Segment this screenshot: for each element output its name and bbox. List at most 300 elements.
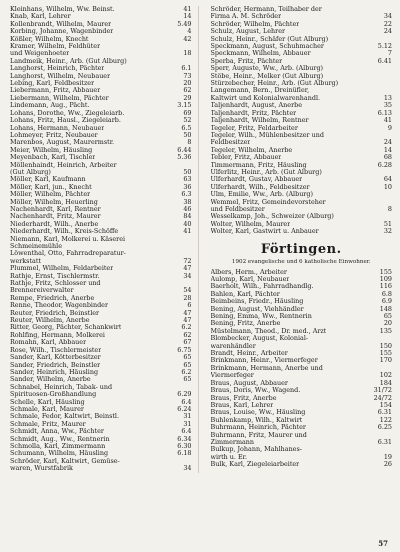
- directory-entry: [211, 184, 393, 191]
- directory-entry: [10, 302, 192, 309]
- entry-number: 19: [383, 452, 392, 461]
- entry-number: 6.18: [177, 449, 192, 458]
- entry-number: 6.75: [177, 345, 192, 354]
- entry-text: Schelle, Karl, Häusling: [10, 398, 85, 406]
- directory-entry: [10, 421, 192, 428]
- entry-number: 50: [183, 167, 192, 176]
- entry-number: 13: [383, 93, 392, 102]
- entry-number: 65: [183, 360, 192, 369]
- directory-entry: [10, 376, 192, 383]
- directory-entry: [211, 6, 393, 13]
- entry-text: Taljenhardt, Fritz, Pächter: [210, 109, 297, 117]
- entry-number: 150: [379, 341, 392, 350]
- entry-text: Braus, Doris, Ww., Wagend.: [210, 387, 301, 395]
- entry-text: Brandt, Heinr., Arbeiter: [210, 350, 288, 358]
- directory-entry: [10, 458, 192, 465]
- entry-text: Lohans, Dorothe, Ww., Ziegeleiarb.: [10, 109, 125, 117]
- entry-text: Bening, Emma, Ww., Rentnerin: [210, 313, 312, 321]
- entry-text: Löwenthal, Otto, Fahrradreparatur-: [10, 250, 126, 258]
- entry-number: 52: [183, 116, 192, 125]
- entry-text: Kaltwirt und Kolonialwarenhandl.: [210, 94, 321, 102]
- entry-text: wirth u. Er.: [210, 453, 248, 461]
- entry-text: Rempe, Friedrich, Anerbe: [10, 294, 95, 302]
- directory-entry: [10, 191, 192, 198]
- entry-number: 6.1: [181, 64, 192, 73]
- entry-text: Möller, Karl, jun., Knecht: [10, 183, 92, 191]
- left-column: [10, 6, 199, 473]
- directory-entry: [10, 347, 192, 354]
- entry-text: Rathje, Ernst, Tischlermstr.: [10, 272, 100, 280]
- entry-text: Langemann, Bern., Dreinüfler,: [210, 87, 310, 95]
- entry-number: 34: [383, 12, 392, 21]
- entry-text: werkstatt: [10, 257, 41, 265]
- entry-text: Möllenhaindt, Heinrich, Arbeiter: [10, 161, 117, 169]
- entry-text: Niederhardt, Wilh., Kreis-Schöffe: [10, 228, 119, 236]
- entry-number: 31/72: [373, 386, 392, 395]
- directory-entry: [10, 80, 192, 87]
- directory-entry: [211, 139, 393, 146]
- entry-number: 26: [383, 460, 392, 469]
- directory-entry: [211, 269, 393, 276]
- entry-number: 47: [183, 264, 192, 273]
- entry-number: 46: [183, 204, 192, 213]
- entry-text: Speckmann, August, Schuhmacher: [210, 43, 324, 51]
- entry-text: Niederhardt, Wilh., Anerbe: [10, 220, 99, 228]
- entry-text: Taljenhardt, Wilhelm, Rentner: [210, 117, 309, 125]
- entry-text: Tegeler, Wilhelm, Anerbe: [210, 146, 293, 154]
- entry-text: Beimbeins, Friedr., Häusling: [210, 298, 304, 306]
- directory-entry: [10, 102, 192, 109]
- directory-entry: [211, 387, 393, 394]
- entry-number: 20: [183, 79, 192, 88]
- entry-text: Reuter, Friedrich, Beinstler: [10, 309, 100, 317]
- entry-text: Möller, Wilhelm, Pächter: [10, 191, 91, 199]
- entry-text: Schröder, Wilhelm, Pächter: [210, 20, 300, 28]
- entry-text: Braus, Louise, Ww., Häusling: [210, 409, 306, 417]
- directory-entry: [211, 446, 393, 453]
- entry-text: Lohmeyer, Fritz, Neubauer: [10, 131, 98, 139]
- directory-entry: [211, 291, 393, 298]
- section-title: Förtingen.: [260, 241, 342, 257]
- directory-entry: [211, 228, 393, 235]
- entry-text: Braus, Karl, Lehrer: [210, 401, 274, 409]
- entry-number: 41: [183, 227, 192, 236]
- directory-entry: [10, 250, 192, 257]
- directory-entry: [211, 432, 393, 439]
- entry-text: Tegeler, Wilh., Mühlenbesitzer und: [210, 131, 324, 139]
- entry-number: 135: [379, 326, 392, 335]
- directory-entry: [10, 213, 192, 220]
- entry-number: 4: [187, 27, 192, 36]
- entry-number: 24/72: [373, 393, 392, 402]
- entry-text: Schmeinemühle: [10, 243, 62, 250]
- entry-number: 65: [183, 353, 192, 362]
- directory-entry: [211, 87, 393, 94]
- entry-text: Tebler, Fritz, Abbauer: [210, 154, 282, 162]
- entry-number: 5.49: [177, 19, 192, 28]
- entry-text: Brinkmann, Heinr., Viermerfeger: [210, 357, 318, 365]
- directory-entry: [10, 436, 192, 443]
- entry-text: Brennereiverwalter: [10, 287, 74, 295]
- entry-text: Ulferlitz, Heinr., Arb. (Gut Alburg): [210, 168, 322, 176]
- directory-entry: [10, 21, 192, 28]
- directory-entry: [211, 162, 393, 169]
- entry-text: Viermerfeger: [210, 372, 254, 380]
- entry-text: Möller, Wilhelm, Heuerling: [10, 198, 98, 206]
- entry-number: 148: [379, 304, 392, 313]
- entry-text: Brinkmann, Hermann, Anerbe und: [210, 364, 323, 372]
- entry-text: Knab, Karl, Lehrer: [10, 13, 71, 21]
- directory-entry: [10, 339, 192, 346]
- directory-entry: [10, 65, 192, 72]
- directory-entry: [10, 243, 192, 250]
- entry-number: 122: [379, 415, 392, 424]
- entry-number: 28: [183, 293, 192, 302]
- directory-entry: [211, 21, 393, 28]
- directory-entry: [10, 28, 192, 35]
- directory-entry: [10, 43, 192, 50]
- directory-entry: [211, 58, 393, 65]
- directory-entry: [10, 13, 192, 20]
- entry-number: 34: [183, 271, 192, 280]
- directory-entry: [211, 357, 393, 364]
- directory-entry: [10, 87, 192, 94]
- entry-number: 155: [379, 349, 392, 358]
- entry-number: 9: [387, 123, 392, 132]
- entry-text: Stöbe, Heinr., Melker (Gut Alburg): [210, 72, 324, 80]
- directory-entry: [211, 276, 393, 283]
- directory-entry: [10, 295, 192, 302]
- entry-number: 6.13: [377, 108, 392, 117]
- directory-entry: [10, 428, 192, 435]
- entry-number: 50: [183, 130, 192, 139]
- entry-number: 8: [187, 138, 192, 147]
- entry-text: Baerholt, Wilh., Fahrradhandlg.: [210, 283, 314, 291]
- entry-number: 41: [383, 116, 392, 125]
- directory-entry: [211, 28, 393, 35]
- entry-number: 6.25: [377, 423, 392, 432]
- entry-number: 6.2: [181, 323, 192, 332]
- entry-text: Möller, Karl, Kaufmann: [10, 176, 86, 184]
- entry-text: Liebermann, Fritz, Abbauer: [10, 87, 101, 95]
- entry-text: waren, Wurstfabrik: [10, 465, 73, 473]
- directory-entry: [10, 310, 192, 317]
- entry-text: Müstelmann, Theod., Dr. med., Arzt: [210, 327, 327, 335]
- entry-text: Lebing, Karl, Feldbesitzer: [10, 80, 95, 88]
- directory-entry: [211, 402, 393, 409]
- right-column-top: [211, 6, 393, 236]
- entry-number: 68: [383, 153, 392, 162]
- entry-text: Ulferhardt, Gustav, Abbauer: [210, 176, 303, 184]
- section-subtitle: 1902 evangelische und 6 katholische Einwohner.: [231, 258, 371, 265]
- directory-entry: [211, 424, 393, 431]
- directory-entry: [211, 380, 393, 387]
- entry-text: warenhändler: [210, 342, 256, 350]
- entry-text: Reuter, Wilhelm, Anerbe: [10, 317, 90, 325]
- directory-entry: [211, 36, 393, 43]
- directory-entry: [10, 287, 192, 294]
- entry-number: 6.31: [377, 408, 392, 417]
- entry-text: Speckmann, Wilhelm, Abbauer: [210, 50, 311, 58]
- entry-text: und Weigenhoeter: [10, 50, 70, 58]
- entry-text: Niemann, Karl, Molkerei u. Käserei: [10, 235, 126, 243]
- directory-entry: [10, 273, 192, 280]
- entry-text: Kößler, Wilhelm, Knecht: [10, 35, 89, 43]
- entry-number: 6.31: [377, 437, 392, 446]
- entry-text: Rathje, Fritz, Schlosser und: [10, 280, 101, 288]
- entry-text: Stürzebecher, Heinr., Arb. (Gut Alburg): [210, 80, 339, 88]
- directory-entry: [10, 450, 192, 457]
- entry-number: 47: [183, 308, 192, 317]
- entry-text: Spirituosen-Großhandlung: [10, 391, 97, 399]
- directory-entry: [211, 43, 393, 50]
- directory-entry: [211, 395, 393, 402]
- entry-number: 10: [383, 182, 392, 191]
- directory-entry: [211, 117, 393, 124]
- entry-text: Wesselkamp, Joh., Schweizer (Alburg): [210, 213, 334, 221]
- directory-entry: [211, 372, 393, 379]
- entry-text: Lohans, Fritz, Hausl., Ziegeleiarb.: [10, 117, 121, 125]
- directory-entry: [211, 439, 393, 446]
- directory-entry: [211, 283, 393, 290]
- directory-entry: [10, 6, 192, 13]
- entry-text: Sander, Wilhelm, Anerbe: [10, 376, 91, 384]
- directory-entry: [10, 391, 192, 398]
- entry-number: 67: [183, 338, 192, 347]
- directory-entry: [211, 132, 393, 139]
- entry-number: 109: [379, 275, 392, 283]
- entry-number: 69: [183, 108, 192, 117]
- entry-number: 62: [183, 86, 192, 95]
- directory-entry: [211, 110, 393, 117]
- entry-number: 47: [183, 316, 192, 325]
- directory-entry: [211, 461, 393, 468]
- directory-entry: [10, 317, 192, 324]
- entry-number: 72: [183, 256, 192, 265]
- entry-text: Landmeik, Heinr., Arb. (Gut Alburg): [10, 57, 127, 65]
- directory-entry: [10, 139, 192, 146]
- directory-entry: [10, 221, 192, 228]
- directory-entry: [10, 413, 192, 420]
- entry-text: Liebermann, Wilhelm, Pächter: [10, 94, 109, 102]
- entry-number: 24: [383, 138, 392, 147]
- entry-text: Schröder, Hermann, Teilhaber der: [210, 6, 322, 13]
- right-column-bottom: [211, 269, 393, 469]
- entry-number: 54: [183, 286, 192, 295]
- entry-number: 6.5: [181, 123, 192, 132]
- entry-text: Renne, Theodor, Wagenbinder: [10, 302, 109, 310]
- entry-number: 5.12: [377, 42, 392, 51]
- entry-text: Sperba, Fritz, Pächter: [210, 57, 283, 65]
- entry-number: 84: [183, 212, 192, 221]
- directory-entry: [211, 365, 393, 372]
- entry-number: 20: [383, 319, 392, 328]
- entry-number: 184: [379, 378, 392, 387]
- entry-number: 18: [183, 49, 192, 58]
- entry-number: 22: [383, 19, 392, 28]
- entry-number: 40: [183, 219, 192, 228]
- entry-text: Firma A. M. Schröder: [210, 13, 282, 21]
- entry-text: Tegeler, Fritz, Feldarbeiter: [210, 124, 298, 132]
- entry-number: 14: [183, 12, 192, 21]
- directory-entry: [211, 213, 393, 220]
- entry-text: Schmale, Fedor, Kaltwirt, Beinstl.: [10, 413, 120, 421]
- directory-entry: [10, 228, 192, 235]
- directory-entry: [211, 199, 393, 206]
- directory-entry: [211, 306, 393, 313]
- columns: [10, 6, 392, 473]
- entry-number: 7: [387, 49, 392, 58]
- entry-number: 6.3: [181, 190, 192, 199]
- entry-text: Feldbesitzer: [210, 139, 251, 147]
- entry-number: 51: [383, 219, 392, 228]
- entry-text: Schmale, Fritz, Maurer: [10, 420, 86, 428]
- directory-entry: [211, 298, 393, 305]
- directory-entry: [10, 399, 192, 406]
- directory-entry: [10, 125, 192, 132]
- entry-number: 64: [383, 175, 392, 184]
- entry-text: Kollenbrandt, Wilhelm, Maurer: [10, 20, 112, 28]
- directory-entry: [211, 13, 393, 20]
- directory-entry: [10, 280, 192, 287]
- directory-entry: [10, 384, 192, 391]
- directory-entry: [211, 454, 393, 461]
- directory-entry: [10, 206, 192, 213]
- directory-entry: [10, 73, 192, 80]
- directory-entry: [10, 362, 192, 369]
- directory-entry: [211, 313, 393, 320]
- directory-entry: [211, 221, 393, 228]
- right-column: [211, 6, 393, 473]
- entry-text: Ulm, Emilie, Ww., Arb. (Alburg): [210, 191, 313, 199]
- entry-text: Bulkup, Johann, Mahlhanes-: [210, 446, 302, 454]
- entry-text: Langhorst, Heinrich, Pächter: [10, 65, 105, 73]
- entry-number: 155: [379, 267, 392, 276]
- directory-entry: [211, 95, 393, 102]
- entry-number: 65: [183, 375, 192, 384]
- entry-text: Bahlen, Karl, Pächter: [210, 290, 280, 298]
- entry-text: Braus, Fritz, Anerbe: [210, 394, 277, 402]
- entry-text: Plummel, Wilhelm, Feldarbeiter: [10, 265, 114, 273]
- entry-number: 102: [379, 371, 392, 380]
- directory-entry: [211, 102, 393, 109]
- entry-number: 73: [183, 71, 192, 80]
- entry-text: Schmidt, Aug., Ww., Rentnerin: [10, 435, 110, 443]
- entry-text: Buhrmann, Fritz, Maurer und: [210, 431, 307, 439]
- entry-text: Schulz, Heinr., Schäfer (Gut Alburg): [210, 35, 329, 43]
- directory-entry: [10, 265, 192, 272]
- entry-number: 29: [183, 93, 192, 102]
- entry-text: Bulk, Karl, Ziegeleiarbeiter: [210, 461, 300, 469]
- entry-number: 6.28: [377, 160, 392, 169]
- entry-number: 65: [383, 312, 392, 321]
- directory-entry: [10, 199, 192, 206]
- entry-number: 154: [379, 400, 392, 409]
- directory-entry: [10, 443, 192, 450]
- entry-text: Ritter, Georg, Pächter, Schankwirt: [10, 324, 122, 332]
- entry-number: 6.4: [181, 397, 192, 406]
- directory-entry: [211, 125, 393, 132]
- entry-text: Ulferhardt, Wilh., Feldbesitzer: [210, 183, 310, 191]
- directory-entry: [211, 169, 393, 176]
- entry-number: 6.4: [181, 427, 192, 436]
- entry-text: Buhrmann, Heinrich, Pächter: [210, 424, 306, 432]
- entry-text: Schmolla, Karl, Zimmermann: [10, 442, 106, 450]
- entry-text: Wemmel, Fritz, Gemeindevorsteher: [210, 198, 326, 206]
- entry-number: 24: [383, 27, 392, 36]
- entry-number: 6.34: [177, 434, 192, 443]
- entry-text: Bening, August, Viehhändler: [210, 305, 304, 313]
- directory-entry: [211, 147, 393, 154]
- entry-text: Korbing, Johanne, Wagenbinder: [10, 28, 114, 36]
- directory-entry: [211, 154, 393, 161]
- entry-text: Rose, Wilh., Tischlermeister: [10, 346, 102, 354]
- directory-entry: [211, 328, 393, 335]
- entry-number: 6.2: [181, 367, 192, 376]
- entry-text: Braus, August, Abbauer: [210, 379, 288, 387]
- directory-entry: [10, 324, 192, 331]
- directory-entry: [211, 176, 393, 183]
- directory-entry: [10, 154, 192, 161]
- entry-number: 63: [183, 175, 192, 184]
- entry-text: Lindemann, Aug., Pächt.: [10, 102, 90, 110]
- directory-entry: [10, 406, 192, 413]
- entry-number: 5.36: [177, 153, 192, 162]
- directory-entry: [211, 409, 393, 416]
- entry-text: Marenbos, August, Maurermstr.: [10, 139, 115, 147]
- directory-entry: [10, 169, 192, 176]
- entry-number: 170: [379, 356, 392, 365]
- directory-entry: [10, 162, 192, 169]
- entry-text: Schmale, Karl, Maurer: [10, 405, 84, 413]
- directory-entry: [211, 350, 393, 357]
- entry-number: 36: [183, 182, 192, 191]
- directory-entry: [10, 176, 192, 183]
- entry-number: 6.41: [377, 56, 392, 65]
- entry-text: Timmermann, Fritz, Häusling: [210, 161, 307, 169]
- directory-entry: [211, 65, 393, 72]
- entry-number: 6.24: [177, 404, 192, 413]
- directory-entry: [211, 343, 393, 350]
- directory-entry: [10, 258, 192, 265]
- entry-number: 3.15: [177, 101, 192, 110]
- entry-text: Bening, Fritz, Anerbe: [210, 320, 281, 328]
- directory-entry: [211, 80, 393, 87]
- entry-text: Schmidt, Anna, Ww., Pächter: [10, 428, 104, 436]
- entry-number: 8: [387, 204, 392, 213]
- directory-entry: [211, 320, 393, 327]
- entry-number: 6: [187, 301, 192, 310]
- directory-entry: [10, 236, 192, 243]
- directory-entry: [10, 465, 192, 472]
- entry-number: 38: [183, 197, 192, 206]
- entry-text: Sander, Karl, Kötterbesitzer: [10, 354, 101, 362]
- entry-text: Kramer, Wilhelm, Feldhüter: [10, 43, 101, 51]
- entry-text: Lohans, Hermann, Neubauer: [10, 124, 105, 132]
- directory-entry: [211, 335, 393, 342]
- directory-entry: [10, 332, 192, 339]
- directory-entry: [10, 184, 192, 191]
- entry-number: 41: [183, 5, 192, 13]
- entry-number: 6.29: [177, 390, 192, 399]
- directory-entry: [211, 206, 393, 213]
- entry-text: Zimmermann: [210, 438, 255, 446]
- entry-text: Sander, Friedrich, Beinstler: [10, 361, 101, 369]
- entry-text: Meier, Wilhelm, Häusling: [10, 146, 93, 154]
- entry-text: (Gut Alburg): [10, 168, 51, 176]
- page-number: 57: [378, 539, 388, 548]
- entry-number: 34: [183, 464, 192, 473]
